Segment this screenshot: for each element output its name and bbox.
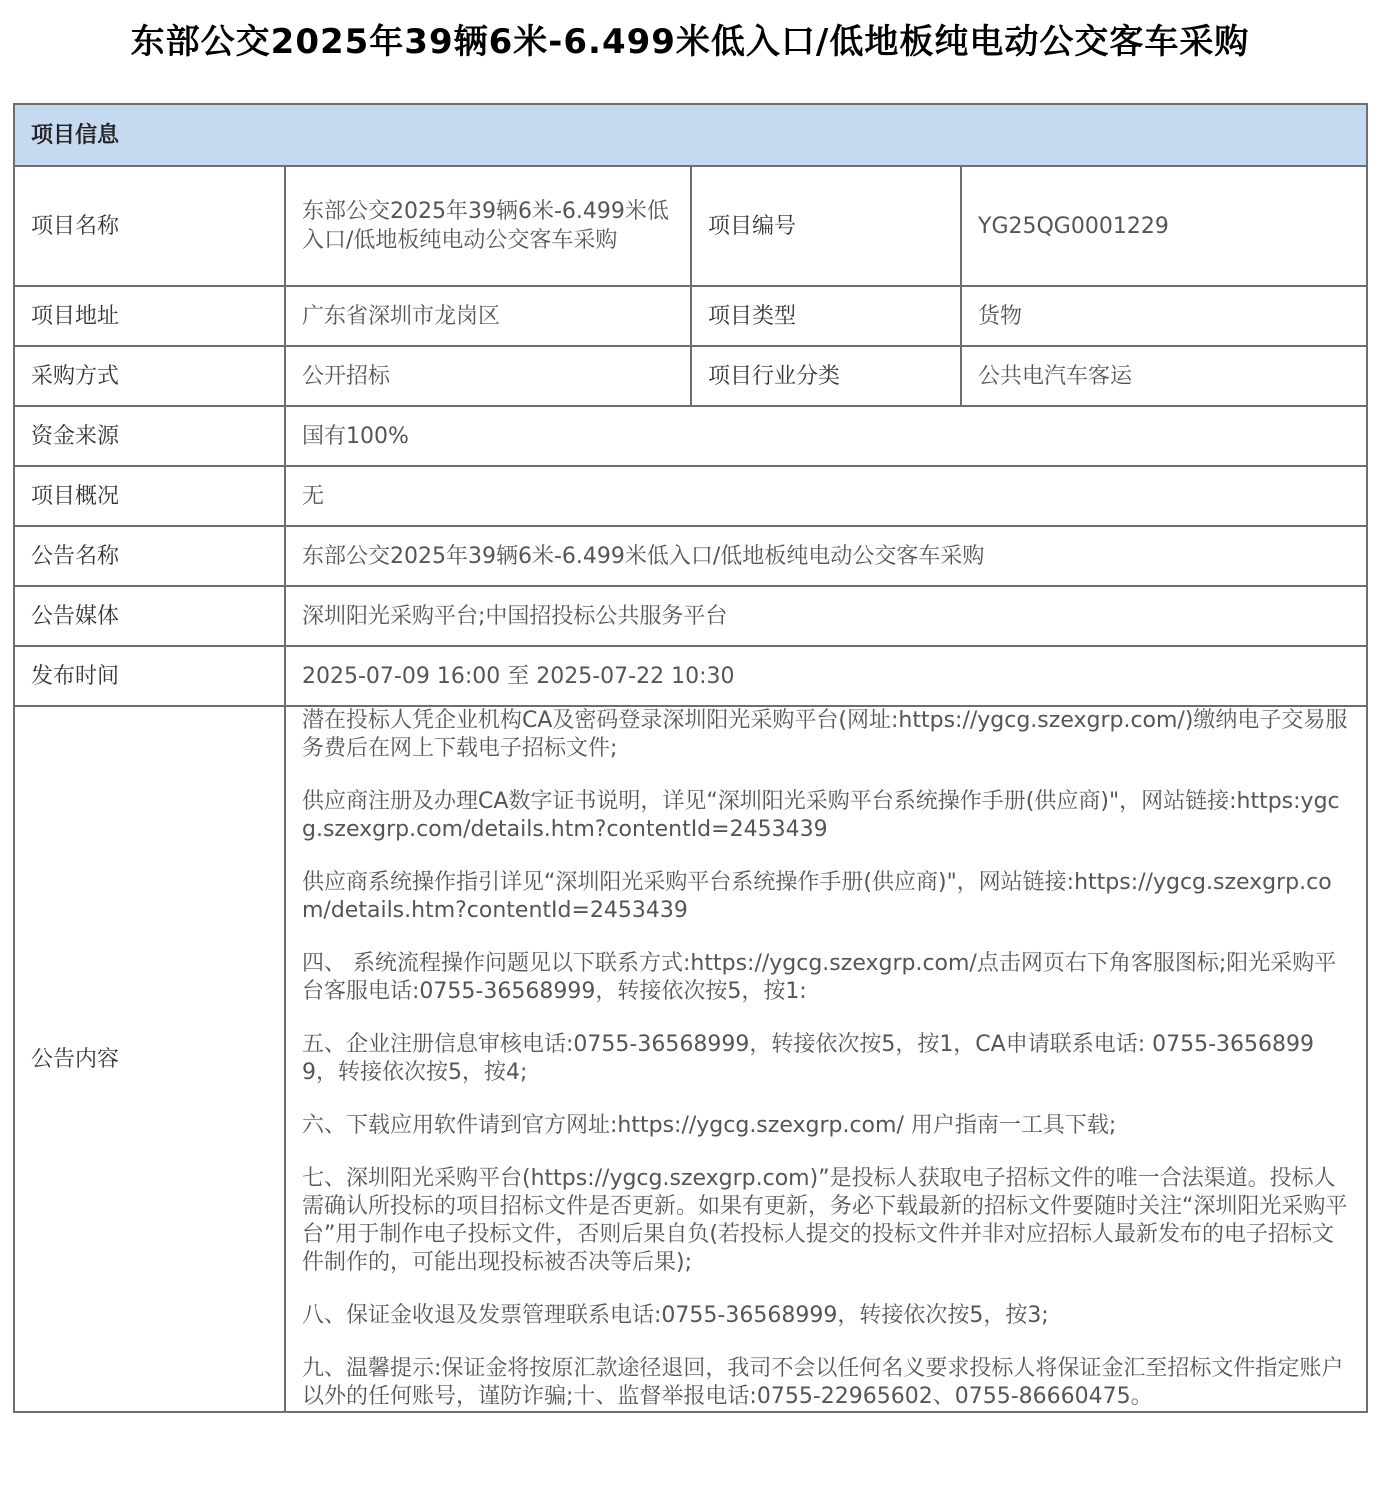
notice-name-label: 公告名称 [14, 526, 285, 586]
content-label: 公告内容 [14, 706, 285, 1412]
page-title: 东部公交2025年39辆6米-6.499米低入口/低地板纯电动公交客车采购 [130, 22, 1250, 62]
media-value: 深圳阳光采购平台;中国招投标公共服务平台 [285, 586, 1367, 646]
purchase-method-label: 采购方式 [14, 346, 285, 406]
content-paragraph: 七、深圳阳光采购平台(https://ygcg.szexgrp.com)”是投标人获取电子招标文件的唯一合法渠道。投标人需确认所投标的项目招标文件是否更新。如果有更新，务必下载最新的招标文件要随时关注“深圳阳光采购平台”用于制作电子投标文件，否则后果自负(若投标人提交的投标文件并非对应招标人最新发布的电子招标文件制作的，可能出现投标被否决等后果); [302, 1166, 1348, 1275]
content-paragraph: 供应商注册及办理CA数字证书说明，详见“深圳阳光采购平台系统操作手册(供应商)"，网站链接:https:ygcg.szexgrp.com/details.htm?contentId=2453439 [302, 789, 1340, 842]
content-paragraph: 六、下载应用软件请到官方网址:https://ygcg.szexgrp.com/ 用户指南一工具下载; [302, 1113, 1117, 1138]
project-type-label: 项目类型 [691, 286, 961, 346]
purchase-method-value: 公开招标 [285, 346, 691, 406]
content-paragraph: 八、保证金收退及发票管理联系电话:0755-36568999，转接依次按5，按3; [302, 1303, 1049, 1328]
funding-label: 资金来源 [14, 406, 285, 466]
industry-label: 项目行业分类 [691, 346, 961, 406]
project-no-label: 项目编号 [691, 166, 961, 286]
content-paragraph: 九、温馨提示:保证金将按原汇款途径退回，我司不会以任何名义要求投标人将保证金汇至招标文件指定账户以外的任何账号，谨防诈骗;十、监督举报电话:0755-22965602、0755-86660475。 [302, 1356, 1344, 1409]
address-value: 广东省深圳市龙岗区 [285, 286, 691, 346]
content-paragraph: 供应商系统操作指引详见“深圳阳光采购平台系统操作手册(供应商)"，网站链接:https://ygcg.szexgrp.com/details.htm?contentId=2453439 [302, 870, 1332, 923]
industry-value: 公共电汽车客运 [961, 346, 1367, 406]
publish-time-value: 2025-07-09 16:00 至 2025-07-22 10:30 [285, 646, 1367, 706]
funding-value: 国有100% [285, 406, 1367, 466]
project-name-label: 项目名称 [14, 166, 285, 286]
content-paragraph: 潜在投标人凭企业机构CA及密码登录深圳阳光采购平台(网址:https://ygcg.szexgrp.com/)缴纳电子交易服务费后在网上下载电子招标文件; [302, 708, 1348, 761]
project-no-value: YG25QG0001229 [961, 166, 1367, 286]
publish-time-label: 发布时间 [14, 646, 285, 706]
project-type-value: 货物 [961, 286, 1367, 346]
content-paragraph: 五、企业注册信息审核电话:0755-36568999，转接依次按5，按1，CA申请联系电话: 0755-36568999，转接依次按5，按4; [302, 1032, 1315, 1085]
media-label: 公告媒体 [14, 586, 285, 646]
address-label: 项目地址 [14, 286, 285, 346]
overview-label: 项目概况 [14, 466, 285, 526]
notice-name-value: 东部公交2025年39辆6米-6.499米低入口/低地板纯电动公交客车采购 [285, 526, 1367, 586]
content-paragraph: 四、 系统流程操作问题见以下联系方式:https://ygcg.szexgrp.com/点击网页右下角客服图标;阳光采购平台客服电话:0755-36568999，转接依次按5，按1: [302, 951, 1337, 1004]
content-body [285, 706, 1367, 1412]
project-name-value: 东部公交2025年39辆6米-6.499米低入口/低地板纯电动公交客车采购 [285, 166, 691, 286]
overview-value: 无 [285, 466, 1367, 526]
section-header: 项目信息 [14, 104, 1367, 166]
project-info-table [13, 103, 1368, 1413]
